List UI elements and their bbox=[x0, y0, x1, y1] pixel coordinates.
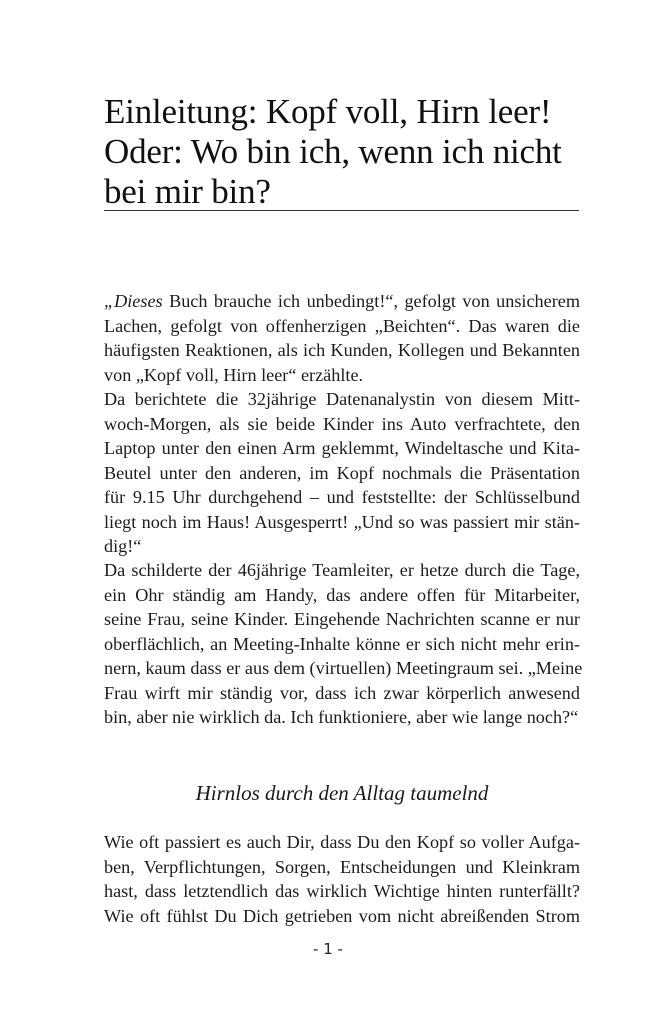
paragraph-reactions bbox=[104, 289, 580, 387]
title-underline-rule bbox=[104, 210, 579, 211]
section-subheading: Hirnlos durch den Alltag taumelnd bbox=[195, 781, 489, 805]
text-line: ben, Verpflichtungen, Sorgen, Entscheidungen und Kleinkram bbox=[104, 856, 580, 877]
text-line: Laptop unter den einen Arm geklemmt, Windeltasche und Kita- bbox=[104, 438, 580, 458]
text-line: liegt noch im Haus! Ausgesperrt! „Und so was passiert mir stän- bbox=[104, 511, 580, 532]
page-number: - 1 - bbox=[313, 940, 343, 958]
chapter-title-line: Oder: Wo bin ich, wenn ich nicht bbox=[104, 132, 562, 171]
italic-word: „Dieses bbox=[104, 291, 163, 311]
text-line: Lachen, gefolgt von offenherzigen „Beichten“. Das waren die bbox=[104, 315, 580, 336]
chapter-title-line: bei mir bin? bbox=[104, 172, 271, 211]
text-line: häufigsten Reaktionen, als ich Kunden, Kollegen und Bekannten bbox=[104, 340, 580, 360]
text-line: Wie oft passiert es auch Dir, dass Du den Kopf so voller Aufga- bbox=[104, 832, 580, 852]
text-line: dig!“ bbox=[104, 536, 142, 556]
paragraph-section-intro bbox=[104, 830, 580, 928]
text-line: Wie oft fühlst Du Dich getrieben vom nicht abreißenden Strom bbox=[104, 905, 580, 926]
text-line: Beutel unter den anderen, im Kopf nochmals die Präsentation bbox=[104, 462, 580, 483]
text-line: „Dieses Buch brauche ich unbedingt!“, gefolgt von unsicherem bbox=[104, 291, 580, 311]
paragraph-team-leader bbox=[104, 558, 583, 730]
text-line: hast, dass letztendlich das wirklich Wichtige hinten runterfällt? bbox=[104, 881, 580, 901]
text-line: für 9.15 Uhr durchgehend – und feststellte: der Schlüsselbund bbox=[104, 487, 580, 507]
text-line: bin, aber nie wirklich da. Ich funktioniere, aber wie lange noch?“ bbox=[104, 707, 579, 727]
text-line: oberflächlich, an Meeting-Inhalte könne er sich nicht mehr erin- bbox=[104, 633, 580, 654]
text-line: seine Frau, seine Kinder. Eingehende Nachrichten scanne er nur bbox=[104, 609, 580, 629]
paragraph-data-analyst bbox=[104, 387, 580, 559]
text-line: Frau wirft mir ständig vor, dass ich zwar körperlich anwesend bbox=[104, 682, 580, 703]
text-line: von „Kopf voll, Hirn leer“ erzählte. bbox=[104, 364, 364, 385]
text-line: ein Ohr ständig am Handy, das andere offen für Mitarbeiter, bbox=[104, 584, 580, 605]
chapter-title-line: Einleitung: Kopf voll, Hirn leer! bbox=[104, 92, 552, 131]
text-line: woch-Morgen, als sie beide Kinder ins Auto verfrachtete, den bbox=[104, 413, 580, 434]
text-line: nern, kaum dass er aus dem (virtuellen) Meetingraum sei. „Meine bbox=[104, 658, 583, 678]
text-line: Da schilderte der 46jährige Teamleiter, er hetze durch die Tage, bbox=[104, 560, 580, 580]
chapter-title bbox=[104, 92, 584, 212]
text-line: Da berichtete die 32jährige Datenanalystin von diesem Mitt- bbox=[104, 389, 580, 409]
